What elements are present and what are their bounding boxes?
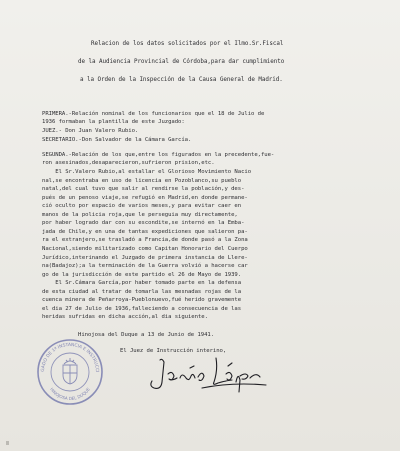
scan-mark bbox=[6, 441, 9, 445]
segunda-line-17: de esta ciudad al tratar de tomarla las mesnadas rojas de la bbox=[42, 289, 242, 295]
primera-line-4: SECRETARIO.-Don Salvador de la Cámara García. bbox=[42, 137, 192, 143]
segunda-line-4: nal,se encontraba en uso de licencia en Pozoblanco,su pueblo bbox=[42, 178, 242, 184]
official-seal bbox=[36, 338, 104, 406]
handwritten-signature bbox=[142, 352, 282, 398]
segunda-line-1: SEGUNDA.-Relación de los que,entre los figurados en la precedente,fue- bbox=[42, 152, 275, 158]
segunda-line-7: ció oculto por espacio de varios meses,y para evitar caer en bbox=[42, 203, 242, 209]
segunda-line-16: El Sr.Cámara García,por haber tomado parte en la defensa bbox=[42, 280, 242, 286]
primera-line-3: JUEZ.- Don Juan Valero Rubio. bbox=[42, 128, 139, 134]
header-line-2: de la Audiencia Provincial de Córdoba,para dar cumplimiento bbox=[78, 59, 285, 65]
header-line-1: Relacion de los datos solicitados por el Ilmo.Sr.Fiscal bbox=[91, 41, 284, 47]
segunda-line-6: pués de un penoso viaje,se refugió en Madrid,en donde permane- bbox=[42, 195, 248, 201]
segunda-line-8: manos de la policia roja,que le perseguia muy directamente, bbox=[42, 212, 238, 218]
segunda-line-5: natal,del cual tuvo que salir al rendirse la población,y des- bbox=[42, 186, 245, 192]
place-date: Hinojosa del Duque a 13 de Junio de 1941. bbox=[78, 332, 215, 338]
svg-text:JUZGADO DE 1ª INSTANCIA E INST: GADO DE 1ª INSTANCIA E INSTRUCCI bbox=[40, 342, 100, 373]
segunda-line-10: jada de Chile,y en una de tantas expediciones que salieron pa- bbox=[42, 229, 248, 235]
segunda-line-2: ron asesinados,desaparecieron,sufrieron prision,etc. bbox=[42, 160, 215, 166]
segunda-line-15: go de la jurisdicción de este partido el 26 de Mayo de 1939. bbox=[42, 272, 242, 278]
primera-line-2: 1936 formaban la plantilla de este Juzgado: bbox=[42, 119, 185, 125]
primera-line-1: PRIMERA.-Relación nominal de los funcionarios que el 18 de Julio de bbox=[42, 111, 265, 117]
segunda-line-14: na(Badajoz);a la terminación de la Guerra volvió a hacerse car bbox=[42, 263, 248, 269]
svg-text:HINOJOSA DEL DUQUE: HINOJOSA DEL DUQUE bbox=[49, 386, 91, 402]
segunda-line-19: el dia 27 de Julio de 1936,falleciendo a consecuencia de las bbox=[42, 306, 242, 312]
segunda-line-12: Nacional,siendo militarizado como Capitan Honorario del Cuerpo bbox=[42, 246, 248, 252]
segunda-line-11: ra el extranjero,se trasladó a Francia,de donde pasó a la Zona bbox=[42, 237, 248, 243]
segunda-line-20: heridas sufridas en dicha acción,al dia siguiente. bbox=[42, 314, 208, 320]
header-line-3: a la Orden de la Inspección de la Causa General de Madrid. bbox=[80, 77, 283, 83]
segunda-line-18: cuenca minera de Peñarroya-Pueblonuevo,fué herido gravemente bbox=[42, 297, 242, 303]
segunda-line-9: por haber logrado dar con su escondite,se internó en la Emba- bbox=[42, 220, 245, 226]
segunda-line-13: Jurídico,interinando el Juzgado de primera instancia de Llere- bbox=[42, 255, 248, 261]
signer-title: El Juez de Instrucción interino, bbox=[120, 348, 227, 354]
segunda-line-3: El Sr.Valero Rubio,al estallar el Glorioso Movimiento Nacio bbox=[42, 169, 252, 175]
